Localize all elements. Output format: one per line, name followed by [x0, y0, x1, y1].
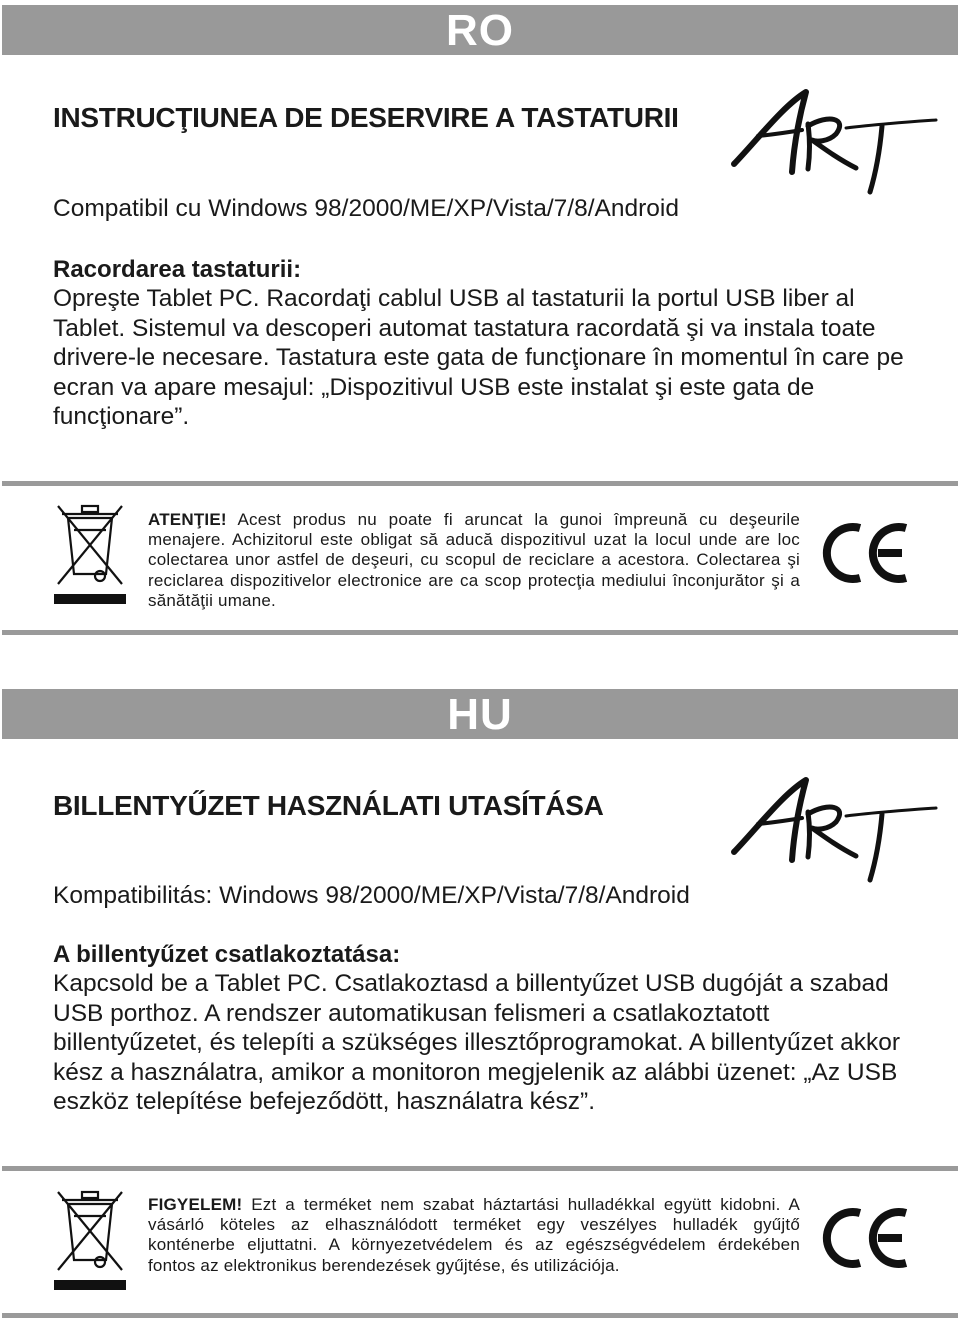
ro-connect-heading: Racordarea tastaturii:	[53, 256, 302, 283]
hu-warning-label: FIGYELEM!	[148, 1195, 243, 1214]
hu-compatibility: Kompatibilitás: Windows 98/2000/ME/XP/Vista/7/8/Android	[53, 882, 690, 909]
ro-connect-text: Opreşte Tablet PC. Racordaţi cablul USB al tastaturii la portul USB liber al Tablet. Sistemul va descoperi automat tastatura racordată şi va instala toate drivere-le necesare. Tastatura este gata de funcţionare în momentul în care pe ecran va apare mesajul: „Dispozitivul USB este instalat şi este gata de funcţionare”.	[53, 285, 904, 430]
hu-ce-mark-icon	[822, 1205, 910, 1271]
ro-language-band: RO	[2, 5, 958, 55]
ro-warning-label: ATENŢIE!	[148, 510, 227, 529]
hu-warning-text	[148, 1195, 800, 1276]
hu-connect-heading: A billentyűzet csatlakoztatása:	[53, 941, 401, 968]
hu-page-title: BILLENTYŰZET HASZNÁLATI UTASÍTÁSA	[53, 790, 604, 821]
hu-top-rule	[2, 1166, 958, 1171]
ro-bottom-rule	[2, 630, 958, 635]
hu-art-logo	[728, 772, 940, 884]
ro-warning-text	[148, 510, 800, 611]
hu-bottom-rule	[2, 1313, 958, 1318]
ro-crossed-bin-icon	[52, 500, 128, 606]
hu-warning-body: Ezt a terméket nem szabat háztartási hulladékkal együtt kidobni. A vásárló köteles az elhasználódott terméket egy veszélyes hulladék gyűjtő konténerbe eljuttatni. A környezetvédelem és az egészségvédelem érdekében fontos az elektronikus berendezések gyűjtése, és utilizációja.	[148, 1195, 800, 1275]
ro-art-logo	[728, 84, 940, 196]
hu-connect-text: Kapcsold be a Tablet PC. Csatlakoztasd a billentyűzet USB dugóját a szabad USB porthoz. A rendszer automatikusan felismeri a csatlakoztatott billentyűzetet, és telepíti a szükséges illesztőprogramokat. A billentyűzet akkor kész a használatra, amikor a monitoron megjelenik az alábbi üzenet: „Az USB eszköz telepítése befejeződött, használatra kész”.	[53, 970, 901, 1115]
ro-compatibility: Compatibil cu Windows 98/2000/ME/XP/Vista/7/8/Android	[53, 195, 679, 222]
ro-warning-body: Acest produs nu poate fi aruncat la gunoi împreună cu deşeurile menajere. Achizitorul este obligat să aducă dispozitivul uzat la locul unde are loc colectarea unor astfel de deşeuri, cu scopul de reciclare a acestora. Colectarea şi reciclarea dispozitivelor electronice are ca scop protecţia mediului înconjurător şi a sănătăţii umane.	[148, 510, 800, 610]
ro-page-title: INSTRUCŢIUNEA DE DESERVIRE A TASTATURII	[53, 102, 679, 133]
ro-top-rule	[2, 481, 958, 486]
hu-crossed-bin-icon	[52, 1186, 128, 1292]
hu-language-band: HU	[2, 689, 958, 739]
ro-ce-mark-icon	[822, 520, 910, 586]
